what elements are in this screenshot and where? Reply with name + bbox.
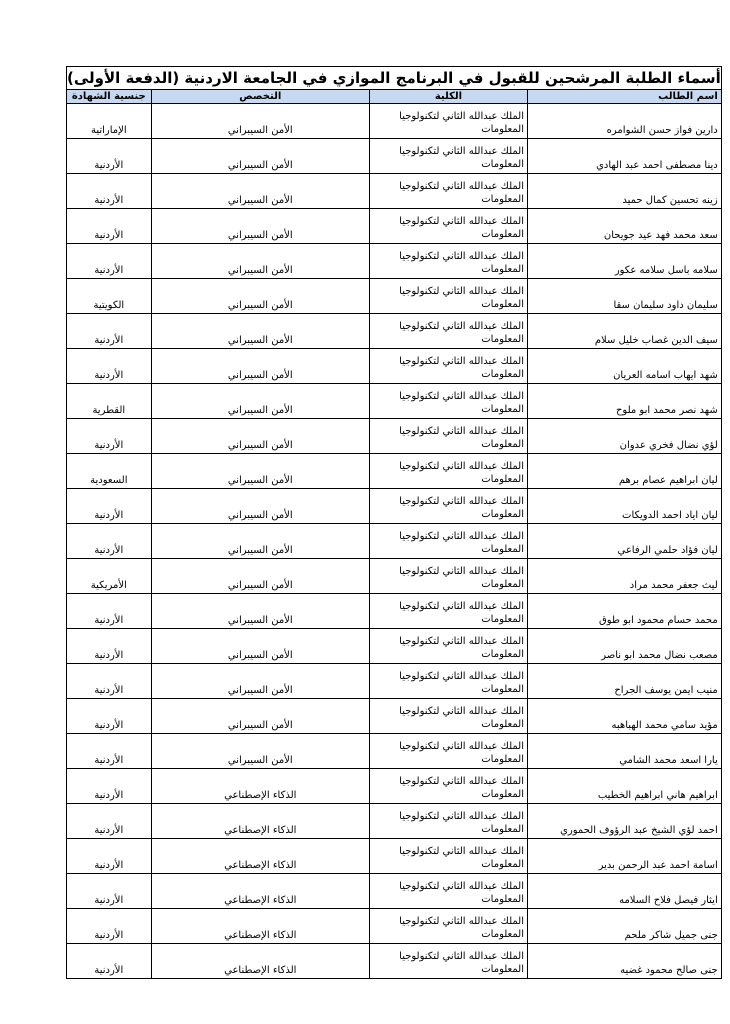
nationality-cell: الأردنية (67, 349, 152, 384)
table-row (67, 419, 722, 454)
major-cell: الذكاء الإصطناعي (151, 909, 369, 944)
nationality-cell: الأردنية (67, 524, 152, 559)
table-row (67, 174, 722, 209)
table-row (67, 629, 722, 664)
college-cell: الملك عبدالله الثاني لتكنولوجيا المعلومات (369, 454, 527, 489)
major-cell: الذكاء الإصطناعي (151, 769, 369, 804)
college-cell: الملك عبدالله الثاني لتكنولوجيا المعلومات (369, 804, 527, 839)
table-row (67, 384, 722, 419)
student-name-cell: لؤي نضال فخري عدوان (528, 419, 722, 454)
college-cell: الملك عبدالله الثاني لتكنولوجيا المعلومات (369, 734, 527, 769)
student-name-cell: جنى صالح محمود غضيه (528, 944, 722, 979)
student-name-cell: يارا اسعد محمد الشامي (528, 734, 722, 769)
student-name-cell: ابراهيم هاني ابراهيم الخطيب (528, 769, 722, 804)
nationality-cell: الكويتية (67, 279, 152, 314)
major-cell: الأمن السيبراني (151, 139, 369, 174)
nationality-cell: الأردنية (67, 594, 152, 629)
college-cell: الملك عبدالله الثاني لتكنولوجيا المعلومات (369, 699, 527, 734)
student-name-cell: شهد نصر محمد ابو ملوح (528, 384, 722, 419)
nationality-cell: الأردنية (67, 909, 152, 944)
nationality-cell: الأردنية (67, 174, 152, 209)
college-cell: الملك عبدالله الثاني لتكنولوجيا المعلومات (369, 174, 527, 209)
nationality-cell: الأردنية (67, 489, 152, 524)
table-row (67, 104, 722, 139)
college-cell: الملك عبدالله الثاني لتكنولوجيا المعلومات (369, 139, 527, 174)
college-cell: الملك عبدالله الثاني لتكنولوجيا المعلومات (369, 314, 527, 349)
table-row (67, 244, 722, 279)
major-cell: الأمن السيبراني (151, 594, 369, 629)
student-name-cell: اسامة احمد عبد الرحمن بدير (528, 839, 722, 874)
student-name-cell: دينا مصطفى احمد عبد الهادي (528, 139, 722, 174)
table-row (67, 314, 722, 349)
college-cell: الملك عبدالله الثاني لتكنولوجيا المعلومات (369, 839, 527, 874)
column-header-nationality: جنسية الشهادة (67, 90, 152, 104)
college-cell: الملك عبدالله الثاني لتكنولوجيا المعلومات (369, 279, 527, 314)
major-cell: الأمن السيبراني (151, 734, 369, 769)
college-cell: الملك عبدالله الثاني لتكنولوجيا المعلومات (369, 594, 527, 629)
column-header-college: الكلية (369, 90, 527, 104)
major-cell: الأمن السيبراني (151, 454, 369, 489)
college-cell: الملك عبدالله الثاني لتكنولوجيا المعلومات (369, 664, 527, 699)
student-name-cell: سعد محمد فهد عيد جويحان (528, 209, 722, 244)
student-name-cell: ليان ابراهيم عصام برهم (528, 454, 722, 489)
table-row (67, 139, 722, 174)
table-row (67, 839, 722, 874)
college-cell: الملك عبدالله الثاني لتكنولوجيا المعلومات (369, 874, 527, 909)
student-name-cell: ليان فؤاد حلمي الرفاعي (528, 524, 722, 559)
nationality-cell: الأردنية (67, 804, 152, 839)
header-row (67, 90, 722, 104)
college-cell: الملك عبدالله الثاني لتكنولوجيا المعلومات (369, 769, 527, 804)
nationality-cell: الأردنية (67, 769, 152, 804)
nationality-cell: الأردنية (67, 314, 152, 349)
student-name-cell: شهد ايهاب اسامه العريان (528, 349, 722, 384)
student-name-cell: احمد لؤي الشيخ عبد الرؤوف الحموري (528, 804, 722, 839)
college-cell: الملك عبدالله الثاني لتكنولوجيا المعلومات (369, 244, 527, 279)
major-cell: الذكاء الإصطناعي (151, 944, 369, 979)
major-cell: الأمن السيبراني (151, 419, 369, 454)
column-header-name: اسم الطالب (528, 90, 722, 104)
college-cell: الملك عبدالله الثاني لتكنولوجيا المعلومات (369, 489, 527, 524)
nationality-cell: الأردنية (67, 244, 152, 279)
major-cell: الأمن السيبراني (151, 524, 369, 559)
college-cell: الملك عبدالله الثاني لتكنولوجيا المعلومات (369, 559, 527, 594)
table-row (67, 209, 722, 244)
college-cell: الملك عبدالله الثاني لتكنولوجيا المعلومات (369, 629, 527, 664)
table-row (67, 664, 722, 699)
nationality-cell: الأردنية (67, 734, 152, 769)
table-row (67, 454, 722, 489)
nationality-cell: الأردنية (67, 944, 152, 979)
college-cell: الملك عبدالله الثاني لتكنولوجيا المعلومات (369, 384, 527, 419)
major-cell: الأمن السيبراني (151, 104, 369, 139)
college-cell: الملك عبدالله الثاني لتكنولوجيا المعلومات (369, 944, 527, 979)
nationality-cell: الأردنية (67, 629, 152, 664)
student-name-cell: ايثار فيصل فلاح السلامه (528, 874, 722, 909)
college-cell: الملك عبدالله الثاني لتكنولوجيا المعلومات (369, 524, 527, 559)
table-row (67, 489, 722, 524)
table-row (67, 559, 722, 594)
table-row (67, 944, 722, 979)
major-cell: الأمن السيبراني (151, 244, 369, 279)
major-cell: الأمن السيبراني (151, 174, 369, 209)
student-name-cell: ليان اياد احمد الدويكات (528, 489, 722, 524)
nationality-cell: الأردنية (67, 139, 152, 174)
nationality-cell: القطرية (67, 384, 152, 419)
table-row (67, 524, 722, 559)
major-cell: الأمن السيبراني (151, 559, 369, 594)
college-cell: الملك عبدالله الثاني لتكنولوجيا المعلومات (369, 909, 527, 944)
college-cell: الملك عبدالله الثاني لتكنولوجيا المعلومات (369, 419, 527, 454)
table-row (67, 594, 722, 629)
college-cell: الملك عبدالله الثاني لتكنولوجيا المعلومات (369, 209, 527, 244)
college-cell: الملك عبدالله الثاني لتكنولوجيا المعلومات (369, 349, 527, 384)
major-cell: الأمن السيبراني (151, 629, 369, 664)
table-row (67, 699, 722, 734)
student-name-cell: سلامه باسل سلامه عكور (528, 244, 722, 279)
major-cell: الأمن السيبراني (151, 279, 369, 314)
table-row (67, 804, 722, 839)
student-name-cell: جنى جميل شاكر ملحم (528, 909, 722, 944)
candidates-table (66, 66, 722, 979)
major-cell: الأمن السيبراني (151, 349, 369, 384)
nationality-cell: الأردنية (67, 664, 152, 699)
student-name-cell: مؤيد سامي محمد الهباهبه (528, 699, 722, 734)
student-name-cell: مصعب نضال محمد ابو ناصر (528, 629, 722, 664)
column-header-major: التخصص (151, 90, 369, 104)
nationality-cell: الإماراتية (67, 104, 152, 139)
table-row (67, 874, 722, 909)
student-name-cell: منيب ايمن يوسف الجراح (528, 664, 722, 699)
nationality-cell: السعودية (67, 454, 152, 489)
major-cell: الذكاء الإصطناعي (151, 874, 369, 909)
student-name-cell: دارين فواز حسن الشوامره (528, 104, 722, 139)
nationality-cell: الأردنية (67, 839, 152, 874)
major-cell: الأمن السيبراني (151, 209, 369, 244)
table-row (67, 279, 722, 314)
table-row (67, 769, 722, 804)
student-name-cell: ليث جعفر محمد مراد (528, 559, 722, 594)
college-cell: الملك عبدالله الثاني لتكنولوجيا المعلومات (369, 104, 527, 139)
major-cell: الذكاء الإصطناعي (151, 804, 369, 839)
student-name-cell: سيف الدين غصاب خليل سلام (528, 314, 722, 349)
major-cell: الأمن السيبراني (151, 664, 369, 699)
table-row (67, 349, 722, 384)
student-name-cell: سليمان داود سليمان سقا (528, 279, 722, 314)
major-cell: الأمن السيبراني (151, 489, 369, 524)
page-title: أسماء الطلبة المرشحين للقبول في البرنامج الموازي في الجامعة الاردنية (الدفعة الأولى) (66, 66, 722, 89)
nationality-cell: الأردنية (67, 419, 152, 454)
major-cell: الأمن السيبراني (151, 314, 369, 349)
table-row (67, 909, 722, 944)
major-cell: الأمن السيبراني (151, 384, 369, 419)
nationality-cell: الأردنية (67, 699, 152, 734)
student-name-cell: محمد حسام محمود ابو طوق (528, 594, 722, 629)
nationality-cell: الأردنية (67, 209, 152, 244)
major-cell: الذكاء الإصطناعي (151, 839, 369, 874)
nationality-cell: الأردنية (67, 874, 152, 909)
major-cell: الأمن السيبراني (151, 699, 369, 734)
student-name-cell: زينه تحسين كمال حميد (528, 174, 722, 209)
nationality-cell: الأمريكية (67, 559, 152, 594)
table-row (67, 734, 722, 769)
